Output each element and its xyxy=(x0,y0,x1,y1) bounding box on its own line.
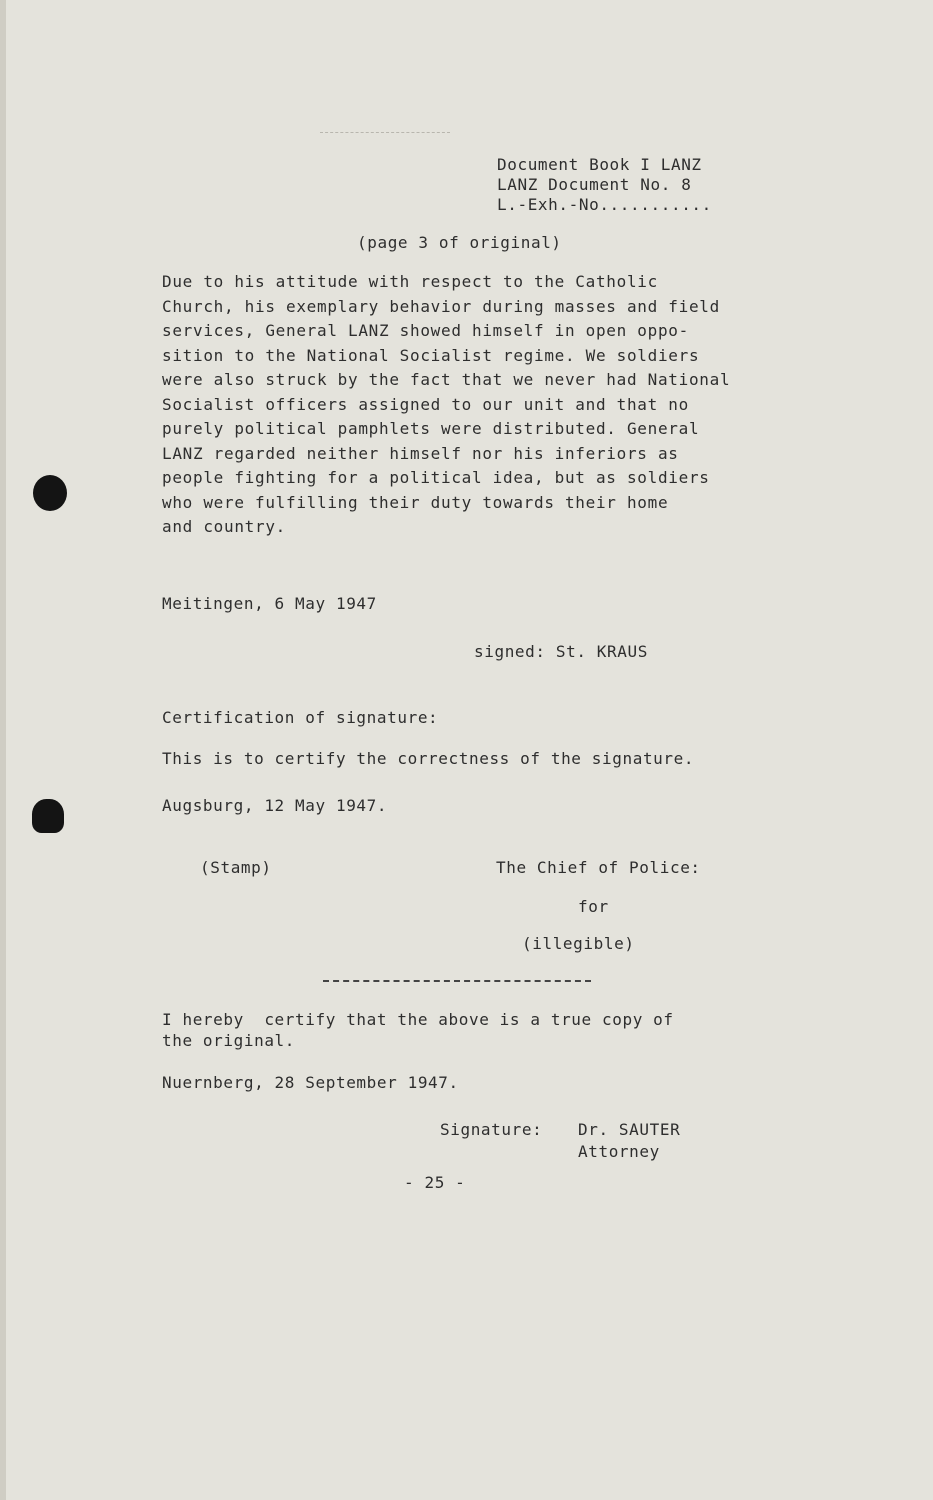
body-line: sition to the National Socialist regime. We soldiers xyxy=(162,345,700,365)
faint-mark xyxy=(320,132,450,133)
punch-hole-top xyxy=(33,475,67,511)
signer-name: Dr. SAUTER xyxy=(578,1120,681,1139)
body-line: Church, his exemplary behavior during masses and field xyxy=(162,296,720,316)
page-edge xyxy=(0,0,6,1500)
punch-hole-bottom xyxy=(32,799,64,833)
body-line: Due to his attitude with respect to the Catholic xyxy=(162,272,658,291)
body-line: were also struck by the fact that we never had National xyxy=(162,370,731,389)
certification-text: This is to certify the correctness of the signature. xyxy=(162,749,695,768)
signed-kraus: signed: St. KRAUS xyxy=(474,642,648,661)
stamp-note: (Stamp) xyxy=(200,858,272,877)
document-book-label: Document Book I LANZ xyxy=(497,155,702,174)
body-line: and country. xyxy=(162,517,286,536)
separator-line xyxy=(323,980,591,982)
place-date-augsburg: Augsburg, 12 May 1947. xyxy=(162,796,388,815)
for-label: for xyxy=(578,897,609,916)
true-copy-line-1: I hereby certify that the above is a true copy of xyxy=(162,1010,674,1029)
signature-label: Signature: xyxy=(440,1120,543,1139)
true-copy-line-2: the original. xyxy=(162,1031,296,1050)
body-line: Socialist officers assigned to our unit and that no xyxy=(162,394,689,414)
illegible-signature: (illegible) xyxy=(522,934,635,953)
signer-role: Attorney xyxy=(578,1142,660,1161)
document-number-label: LANZ Document No. 8 xyxy=(497,175,692,194)
body-line: people fighting for a political idea, but as soldiers xyxy=(162,468,710,487)
body-line: purely political pamphlets were distributed. General xyxy=(162,419,700,438)
body-line: services, General LANZ showed himself in open oppo- xyxy=(162,321,689,340)
page-of-original-note: (page 3 of original) xyxy=(357,233,562,252)
place-date-meitingen: Meitingen, 6 May 1947 xyxy=(162,594,377,613)
body-line: LANZ regarded neither himself nor his inferiors as xyxy=(162,443,679,463)
chief-of-police-label: The Chief of Police: xyxy=(496,858,701,877)
exhibit-number-label: L.-Exh.-No........... xyxy=(497,195,712,214)
page-number: - 25 - xyxy=(404,1173,466,1192)
body-line: who were fulfilling their duty towards their home xyxy=(162,492,669,512)
place-date-nuernberg: Nuernberg, 28 September 1947. xyxy=(162,1073,459,1092)
body-paragraph xyxy=(162,270,812,540)
certification-heading: Certification of signature: xyxy=(162,708,439,727)
